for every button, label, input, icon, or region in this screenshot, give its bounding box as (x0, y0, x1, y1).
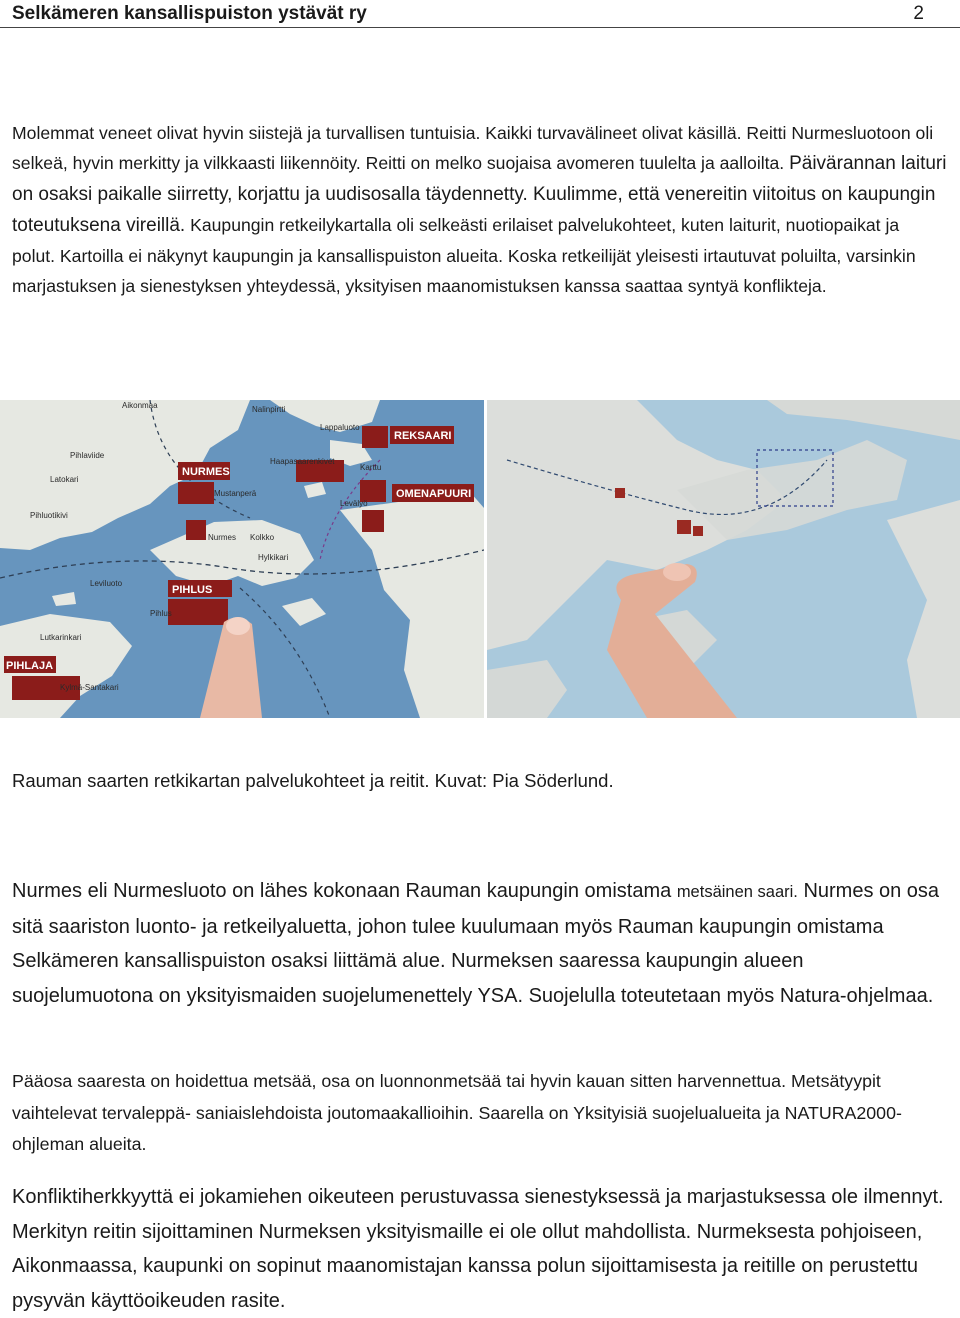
page-header (0, 0, 960, 26)
page-number: 2 (913, 3, 924, 24)
place-label-pihlaviide: Pihlaviide (70, 451, 105, 460)
place-label-kolkko: Kolkko (250, 533, 275, 542)
paragraph-boat-trip (12, 118, 947, 301)
paragraph-boat-trip-part-c: Kaupungin retkeilykartalla oli selkeästi erilaiset palvelukohteet, kuten laiturit, nuotiopaikat ja polut. Kartoilla ei näkynyt kaupungin ja kansallispuiston alueita. Koska retkeilijät yleisesti irtautuvat poluilta, varsinkin marjastuksen ja sienestyksen yhteydessä, yksityisen maanomistuksen kanssa saattaa syntyä konflikteja. (12, 215, 916, 296)
header-divider (0, 27, 960, 28)
place-label-levalyo: Levälyö (340, 499, 368, 508)
paragraph-forest-types: Pääosa saaresta on hoidettua metsää, osa on luonnonmetsää tai hyvin kauan sitten harvennettua. Metsätyypit vaihtelevat tervaleppä- saniaislehdoista joutomaakallioihin. Saarella on Yksityisiä suojelualueita ja NATURA2000-ohjleman alueita. (12, 1071, 902, 1154)
paragraph-boat-trip-part-b: Päivärannan laituri on osaksi paikalle siirretty, korjattu ja uudisosalla täydennetty. Kuulimme, että venereitin viitoitus on kaupungin toteutuksena vireillä. (12, 153, 947, 236)
place-label-pihluotikivi: Pihluotikivi (30, 511, 68, 520)
place-label-karttu: Karttu (360, 463, 382, 472)
place-label-nalinpirtti: Nalinpirtti (252, 405, 286, 414)
place-label-lutkarinkari: Lutkarinkari (40, 633, 82, 642)
document-title: Selkämeren kansallispuiston ystävät ry (12, 3, 367, 24)
place-label-kylma-santakari: Kylmä-Santakari (60, 683, 119, 692)
paragraph-nurmes-part-c: Nurmes on osa sitä saariston luonto- ja retkeilyaluetta, johon tulee kuulumaan myös Rauman kaupungin omistama Selkämeren kansallispuiston osaksi liittämä alue. Nurmeksen saaressa kaupungin alueen suojelumuotona on yksityismaiden suojelumenettely YSA. Suojelulla toteutetaan myös Natura-ohjelmaa. (12, 880, 940, 1007)
place-label-pihlus: Pihlus (150, 609, 172, 618)
paragraph-nurmes-ownership (12, 874, 947, 1013)
place-label-nurmes: Nurmes (208, 533, 237, 542)
figure-caption: Rauman saarten retkikartan palvelukohteet ja reitit. Kuvat: Pia Söderlund. (12, 770, 614, 791)
paragraph-nurmes-part-a: Nurmes eli Nurmesluoto on lähes kokonaan Rauman kaupungin omistama (12, 880, 672, 902)
place-label-hylkikari: Hylkikari (258, 553, 289, 562)
paragraph-conflict-sensitivity: Konfliktiherkkyyttä ei jokamiehen oikeuteen perustuvassa sienestyksessä ja marjastuksessa ole ilmennyt. Merkityn reitin sijoittaminen Nurmeksen yksityismaille ei ole ollut mahdollista. Nurmeksesta pohjoiseen, Aikonmaassa, kaupunki on sopinut maanomistajan kanssa polun sijoittamisesta ja reitille on perustettu pysyvän käyttöoikeuden rasite. (12, 1186, 944, 1312)
paragraph-nurmes-part-b: metsäinen saari. (676, 883, 798, 901)
place-label-mustanpera: Mustanperä (214, 489, 257, 498)
place-label-aikonmaa: Aikonmaa (122, 401, 158, 410)
place-label-latokari: Latokari (50, 475, 79, 484)
paragraph-boat-trip-part-a: Molemmat veneet olivat hyvin siistejä ja turvallisen tuntuisia. Kaikki turvavälineet olivat käsillä. Reitti Nurmesluotoon oli selkeä, hyvin merkitty ja vilkkaasti liikennöity. Reitti on melko suojaisa avomeren tuulelta ja aalloilta. (12, 123, 934, 173)
sign-label-pihlus: PIHLUS (172, 584, 213, 596)
sign-label-nurmes: NURMES (182, 466, 230, 478)
place-label-haapasaarenkivet: Haapasaarenkivet (270, 457, 335, 466)
sign-label-omenapuuri: OMENAPUURI (396, 488, 472, 500)
place-label-lappaluoto: Lappaluoto (320, 423, 360, 432)
place-label-leviluoto: Leviluoto (90, 579, 123, 588)
sign-label-reksaari: REKSAARI (394, 430, 452, 442)
map-photo-right (487, 400, 960, 718)
map-photo-left (0, 400, 484, 718)
sign-label-pihlaja: PIHLAJA (6, 660, 54, 672)
